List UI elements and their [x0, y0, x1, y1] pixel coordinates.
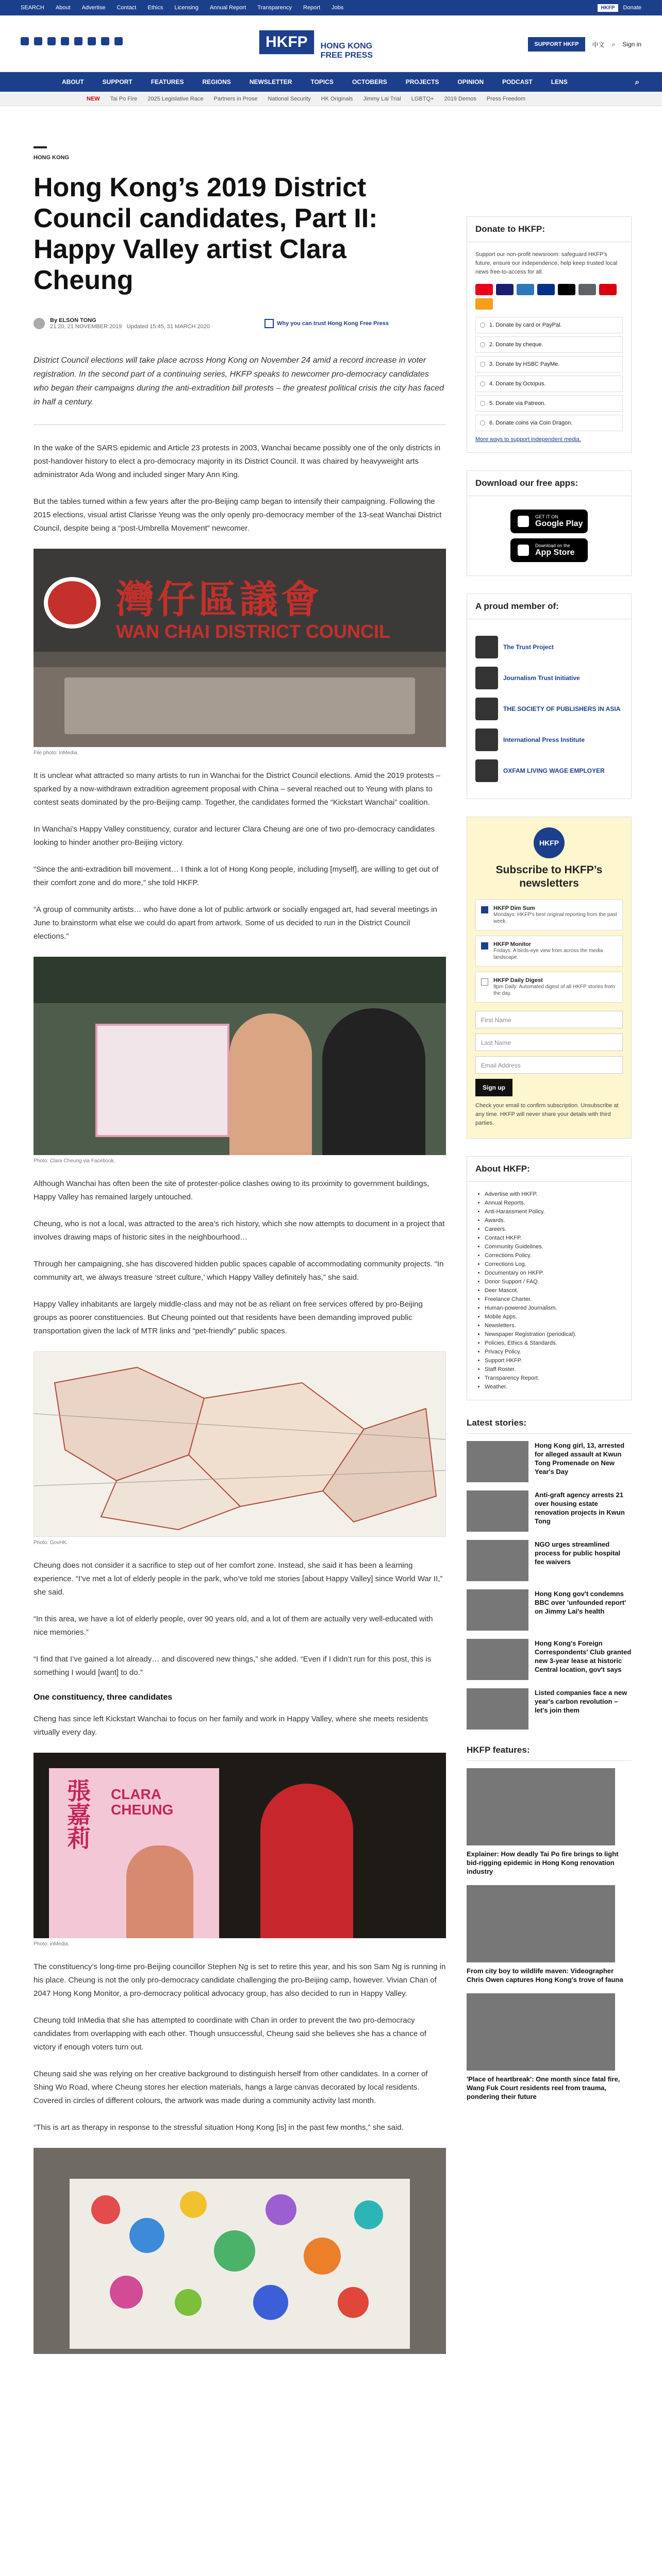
latest-stories	[467, 1418, 632, 1730]
donate-title: Donate to HKFP:	[467, 217, 631, 242]
site-logo[interactable]	[259, 30, 373, 72]
feature-title[interactable]: From city boy to wildlife maven: Videographer Chris Owen captures Hong Kong's trove of fauna	[467, 1967, 623, 1984]
feature-story[interactable]	[467, 1993, 632, 2101]
nav-item[interactable]: PODCAST	[502, 78, 533, 86]
topbar-link[interactable]: Ethics	[147, 5, 163, 11]
paragraph: In the wake of the SARS epidemic and Article 23 protests in 2003, Wanchai became possibly one of the only districts in post-handover history to elect a pro-democracy majority in its District Council. It was chaired by heavyweight arts administrator Ada Wong and included singer Mary Ann King.	[34, 444, 441, 479]
about-link[interactable]: • Annual Reports.	[485, 1199, 623, 1208]
store-small: GET IT ON	[535, 514, 558, 519]
about-link[interactable]: • Staff Roster.	[485, 1365, 623, 1374]
photo-caption: Photo: Clara Cheung via Facebook.	[34, 1158, 115, 1164]
donate-option-label: 2. Donate by cheque.	[489, 342, 543, 348]
about-link[interactable]: • Freelance Charter.	[485, 1295, 623, 1304]
newsletter-option-desc: 9pm Daily: Automated digest of all HKFP stories from the day.	[493, 984, 615, 996]
newsletter-option[interactable]	[475, 972, 623, 1003]
about-link[interactable]: • Policies, Ethics & Standards.	[485, 1339, 623, 1348]
council-sign-zh: 灣仔區議會	[116, 578, 322, 622]
checkbox-icon[interactable]	[481, 978, 488, 986]
banner-name-en: CLARA CHEUNG	[111, 1786, 174, 1818]
telegram-icon[interactable]	[88, 37, 96, 45]
paragraph: “In this area, we have a lot of elderly people, over 90 years old, and a lot of them are actually very well-educated with nice memories.”	[34, 1615, 433, 1637]
radio-icon	[480, 420, 485, 426]
card-icon	[475, 298, 493, 310]
topbar-link[interactable]: About	[55, 5, 71, 11]
story-thumbnail[interactable]	[467, 1639, 528, 1680]
author-avatar	[34, 318, 45, 329]
top-utility-bar	[0, 0, 662, 15]
trust-link[interactable]: Why you can trust Hong Kong Free Press	[277, 320, 389, 327]
nav-item[interactable]: LENS	[551, 78, 568, 86]
member-icon	[475, 636, 498, 658]
photo-wan-chai-council	[34, 549, 446, 747]
banner-name-zh: 張嘉莉	[63, 1778, 91, 1850]
radio-icon	[480, 381, 485, 386]
story-title[interactable]: NGO urges streamlined process for public hospital fee waivers	[535, 1540, 621, 1566]
member-logo[interactable]	[475, 728, 623, 751]
topbar-link[interactable]: Advertise	[81, 5, 106, 11]
about-link[interactable]: • Newspaper Registration (periodical).	[485, 1330, 623, 1339]
photo-caption: Photo: inMedia.	[34, 1941, 70, 1947]
paragraph: It is unclear what attracted so many artists to run in Wanchai for the District Council elections. Amid the 2019 protests – sparked by a now-withdrawn extradition agreement proposal with China – several reached out to Yeung with plans to contest seats dominated by the pro-Beijing camp. Together, the candidates formed the “Kickstart Wanchai” coalition.	[34, 771, 440, 807]
trending-link[interactable]: Tai Po Fire	[110, 96, 138, 102]
member-name: International Press Institute	[503, 736, 585, 743]
updated-date: Updated 15:45, 31 MARCH 2020	[126, 324, 210, 330]
newsletter-option-desc: Mondays: HKFP's best original reporting from the past week.	[493, 912, 617, 924]
latest-story[interactable]	[467, 1490, 632, 1532]
newsletter-option[interactable]	[475, 936, 623, 967]
map-happy-valley	[34, 1351, 446, 1537]
apps-title: Download our free apps:	[467, 471, 631, 496]
story-thumbnail[interactable]	[467, 1441, 528, 1482]
paragraph: Cheung, who is not a local, was attracted to the area’s rich history, which she now attempts to document in a project that involves drawing maps of historic sites in the neighbourhood…	[34, 1219, 445, 1242]
latest-story[interactable]	[467, 1639, 632, 1680]
donate-box	[467, 216, 632, 453]
newsletter-option[interactable]	[475, 900, 623, 930]
store-small: Download on the	[535, 543, 570, 548]
donate-option[interactable]	[475, 415, 623, 431]
campaign-banner	[49, 1768, 219, 1938]
trending-link[interactable]: Press Freedom	[486, 96, 526, 102]
checkbox-icon[interactable]	[481, 942, 488, 950]
article-category[interactable]: HONG KONG	[34, 155, 70, 161]
latest-story[interactable]	[467, 1441, 632, 1482]
trending-link[interactable]: Partners in Prose	[213, 96, 258, 102]
language-link[interactable]: 中文	[592, 41, 605, 48]
topbar-link[interactable]: Transparency	[257, 5, 292, 11]
about-link[interactable]: • Support HKFP.	[485, 1357, 623, 1365]
logo-name-1: HONG KONG	[320, 42, 373, 50]
topbar-link[interactable]: Donate	[623, 5, 641, 11]
new-label: NEW	[87, 96, 100, 102]
nav-item[interactable]: REGIONS	[202, 78, 231, 86]
card-icon	[537, 284, 555, 295]
about-link[interactable]: • Documentary on HKFP.	[485, 1269, 623, 1278]
feature-thumbnail[interactable]	[467, 1885, 615, 1962]
paragraph: The constituency’s long-time pro-Beijing councillor Stephen Ng is set to retire this year, and his son Sam Ng is running in his place. Cheung is not the only pro-democracy candidate challenging the pro-Beijing camp, however. Vivian Chan of 2047 Hong Kong Monitor, a pro-democracy political advocacy group, has also decided to run in Happy Valley.	[34, 1962, 446, 1998]
radio-icon	[480, 323, 485, 328]
donate-option-label: 5. Donate via Patreon.	[489, 400, 546, 406]
donate-option[interactable]	[475, 356, 623, 372]
paragraph: “A group of community artists… who have done a lot of public artwork or socially engaged art, had several meetings in June to brainstorm what else we could do apart from artwork. Some of us decided to run in the District Council elections.”	[34, 905, 437, 941]
x-icon[interactable]	[34, 37, 42, 45]
checkbox-icon[interactable]	[481, 906, 488, 913]
trending-link[interactable]: 2019 Demos	[444, 96, 476, 102]
feature-story[interactable]	[467, 1768, 632, 1876]
newsletter-option-title: HKFP Dim Sum	[493, 905, 535, 911]
about-link[interactable]: • Community Guidelines.	[485, 1243, 623, 1251]
apple-icon	[518, 545, 529, 556]
member-title: A proud member of:	[467, 594, 631, 619]
category-rule	[34, 146, 47, 148]
facebook-icon[interactable]	[21, 37, 29, 45]
about-link[interactable]: • Advertise with HKFP.	[485, 1190, 623, 1199]
photo-community-canvas	[34, 2148, 446, 2354]
newsletter-title: Subscribe to HKFP’s newsletters	[495, 864, 603, 889]
topbar-link[interactable]: Report	[303, 5, 321, 11]
story-title[interactable]: Listed companies face a new year's carbon revolution – let's join them	[535, 1689, 627, 1714]
store-name: Google Play	[535, 519, 583, 528]
store-name: App Store	[535, 548, 575, 557]
topbar-link[interactable]: Jobs	[332, 5, 344, 11]
latest-story[interactable]	[467, 1540, 632, 1581]
linkedin-icon[interactable]	[74, 37, 82, 45]
payment-icons	[475, 284, 623, 310]
app-store-button[interactable]	[510, 538, 588, 562]
card-icon	[578, 284, 596, 295]
hkfp-badge[interactable]: HKFP	[598, 4, 618, 12]
about-box	[467, 1156, 632, 1400]
story-thumbnail[interactable]	[467, 1540, 528, 1581]
about-link[interactable]: • Deer Mascot.	[485, 1286, 623, 1295]
paragraph: Cheng has since left Kickstart Wanchai to focus on her family and work in Happy Valley, where she meets residents virtually every day.	[34, 1715, 428, 1737]
nav-item[interactable]: ABOUT	[62, 78, 84, 86]
about-link[interactable]: • Awards.	[485, 1216, 623, 1225]
radio-icon	[480, 362, 485, 367]
nav-item[interactable]: NEWSLETTER	[249, 78, 292, 86]
nav-item[interactable]: OCTOBERS	[352, 78, 387, 86]
paragraph: “Since the anti-extradition bill movement… I think a lot of Hong Kong people, including [myself], are willing to get out of their comfort zone and do more,” she told HKFP.	[34, 865, 439, 887]
nav-search-icon[interactable]: ⌕	[635, 78, 639, 87]
sidebar	[467, 216, 632, 2110]
main-nav	[0, 72, 662, 92]
about-link[interactable]: • Newsletters.	[485, 1321, 623, 1330]
donate-option-label: 1. Donate by card or PayPal.	[489, 322, 562, 328]
search-icon[interactable]: ⌕	[611, 40, 616, 48]
member-name: THE SOCIETY OF PUBLISHERS IN ASIA	[503, 705, 621, 713]
youtube-icon[interactable]	[61, 37, 69, 45]
card-icon	[475, 284, 493, 295]
about-link[interactable]: • Privacy Policy.	[485, 1348, 623, 1357]
trending-link[interactable]: HK Originals	[321, 96, 353, 102]
story-title[interactable]: Anti-graft agency arrests 21 over housing estate renovation projects in Kwun Tong	[535, 1491, 625, 1525]
story-thumbnail[interactable]	[467, 1490, 528, 1532]
story-title[interactable]: Hong Kong gov't condemns BBC over 'unfounded report' on Jimmy Lai's health	[535, 1590, 626, 1615]
rss-icon[interactable]	[114, 37, 123, 45]
author-link[interactable]: ELSON TONG	[59, 317, 96, 324]
paragraph: Cheung said she was relying on her creative background to distinguish herself from other candidates. In a corner of Shing Wo Road, where Cheung stores her election materials, hangs a large canvas decorated by local residents. Covered in circles of different colours, the artwork was made during a community activity last month.	[34, 2070, 428, 2105]
latest-story[interactable]	[467, 1589, 632, 1631]
member-box	[467, 594, 632, 799]
photo-caption: Photo: GovHK.	[34, 1540, 68, 1546]
member-logo[interactable]	[475, 636, 623, 658]
paragraph: “This is art as therapy in response to the stressful situation Hong Kong [is] in the past few months,” she said.	[34, 2123, 404, 2132]
features-title: HKFP features:	[467, 1745, 632, 1761]
topbar-link[interactable]: Licensing	[174, 5, 198, 11]
trending-bar	[0, 92, 662, 106]
paragraph: Cheung does not consider it a sacrifice to step out of her comfort zone. Instead, she said it has been a learning experience. “I’ve met a lot of elderly people in the park, who’ve told me stories [about Happy Valley] since World War II,” she said.	[34, 1561, 443, 1597]
threads-icon[interactable]	[101, 37, 109, 45]
logo-mark: HKFP	[259, 30, 315, 55]
about-link[interactable]: • Careers.	[485, 1225, 623, 1234]
nav-item[interactable]: FEATURES	[151, 78, 184, 86]
donate-option-label: 3. Donate by HSBC PayMe.	[489, 361, 560, 367]
about-link[interactable]: • Human-powered Journalism.	[485, 1304, 623, 1313]
district-map	[34, 1352, 446, 1537]
newsletter-note: Check your email to confirm subscription. Unsubscribe at any time. HKFP will never share your details with third parties.	[475, 1103, 619, 1126]
nav-item[interactable]: TOPICS	[310, 78, 334, 86]
member-logo[interactable]	[475, 698, 623, 720]
paragraph: Through her campaigning, she has discovered hidden public spaces capable of accommodating community projects. “In community art, we always treasure ‘street culture,’ which Happy Valley definitely has,” she said.	[34, 1260, 444, 1282]
google-play-button[interactable]	[510, 510, 588, 533]
member-name: OXFAM LIVING WAGE EMPLOYER	[503, 767, 605, 774]
article-lead: District Council elections will take place across Hong Kong on November 24 amid a record increase in voter registration. In the second part of a continuing series, HKFP speaks to newcomer pro-democracy candidates who began their campaigns during the anti-extradition bill protests – the greatest political crisis the city has faced in half a century.	[34, 356, 444, 406]
newsletter-box	[467, 817, 632, 1139]
article-title: Hong Kong’s 2019 District Council candidates, Part II: Happy Valley artist Clara Cheung	[34, 173, 378, 295]
member-icon	[475, 698, 498, 720]
site-header	[0, 15, 662, 72]
feature-title[interactable]: Explainer: How deadly Tai Po fire brings to light bid-rigging epidemic in Hong Kong renovation industry	[467, 1850, 619, 1875]
about-link[interactable]: • Transparency Report.	[485, 1374, 623, 1383]
about-link[interactable]: • Mobile Apps.	[485, 1313, 623, 1321]
social-icons	[21, 37, 123, 45]
trending-link[interactable]: 2025 Legislative Race	[147, 96, 204, 102]
publish-date: 21:20, 21 NOVEMBER 2019	[50, 324, 122, 330]
newsletter-option-desc: Fridays: A birds-eye view from across the media landscape.	[493, 948, 603, 960]
sign-in-link[interactable]: Sign in	[622, 41, 641, 48]
card-icon	[517, 284, 534, 295]
feature-title[interactable]: 'Place of heartbreak': One month since fatal fire, Wang Fuk Court residents reel from trauma, pondering their future	[467, 2075, 620, 2100]
photo-clara-cheung-speech	[34, 1753, 446, 1938]
about-title: About HKFP:	[467, 1157, 631, 1182]
photo-caption: File photo: inMedia.	[34, 750, 79, 756]
google-play-icon	[518, 516, 529, 527]
about-link[interactable]: • Anti-Harassment Policy.	[485, 1208, 623, 1216]
about-link[interactable]: • Corrections Policy.	[485, 1251, 623, 1260]
topbar-link[interactable]: Annual Report	[209, 5, 246, 11]
nav-item[interactable]: PROJECTS	[405, 78, 439, 86]
newsletter-option-title: HKFP Daily Digest	[493, 977, 543, 984]
canvas-circles	[34, 2148, 446, 2354]
donate-option[interactable]	[475, 395, 623, 412]
about-link[interactable]: • Donor Support / FAQ.	[485, 1278, 623, 1286]
first-name-input[interactable]: First Name	[475, 1011, 623, 1028]
latest-story[interactable]	[467, 1688, 632, 1730]
card-icon	[599, 284, 617, 295]
donate-more-link[interactable]: More ways to support independent media.	[475, 436, 581, 443]
last-name-input[interactable]: Last Name	[475, 1033, 623, 1051]
member-logo[interactable]	[475, 759, 623, 782]
nav-item[interactable]: OPINION	[457, 78, 484, 86]
donate-text: Support our non-profit newsroom: safeguard HKFP's future, ensure our independence, help keep trusted local news free-to-access for all.	[475, 251, 618, 275]
email-input[interactable]: Email Address	[475, 1056, 623, 1074]
donate-option[interactable]	[475, 376, 623, 392]
features-list	[467, 1745, 632, 2101]
card-icon	[558, 284, 575, 295]
member-logo[interactable]	[475, 667, 623, 689]
logo-name-2: FREE PRESS	[320, 51, 373, 60]
story-thumbnail[interactable]	[467, 1589, 528, 1631]
member-icon	[475, 667, 498, 689]
paragraph: Cheung told InMedia that she has attempted to coordinate with Chan in order to prevent the two pro-democracy candidates from overlapping with each other. Though unsuccessful, Cheung said she believes she has a chance of victory if enough voters turn out.	[34, 2016, 426, 2052]
council-emblem	[44, 577, 101, 629]
feature-story[interactable]	[467, 1885, 632, 1984]
member-icon	[475, 759, 498, 782]
newsletter-logo: HKFP	[534, 827, 565, 858]
latest-title: Latest stories:	[467, 1418, 632, 1434]
article	[34, 124, 446, 2354]
trending-link[interactable]: LGBTQ+	[411, 96, 434, 102]
donate-option[interactable]	[475, 317, 623, 333]
paragraph: In Wanchai’s Happy Valley constituency, curator and lecturer Clara Cheung are one of two pro-democracy candidates looking to hinder another pro-Beijing victory.	[34, 825, 435, 847]
card-icon	[496, 284, 514, 295]
story-title[interactable]: Hong Kong girl, 13, arrested for alleged assault at Kwun Tong Promenade on New Year's Day	[535, 1442, 625, 1476]
photo-clara-cheung-campaign	[34, 957, 446, 1155]
about-link[interactable]: • Contact HKFP.	[485, 1234, 623, 1243]
nav-item[interactable]: SUPPORT	[102, 78, 133, 86]
paragraph: Happy Valley inhabitants are largely middle-class and may not be as reliant on free services offered by pro-Beijing groups as poorer constituencies. But Cheung pointed out that residents have been demanding improved public transportation given the lack of MTR links and “pet-friendly” public spaces.	[34, 1300, 423, 1335]
subheading: One constituency, three candidates	[34, 1693, 173, 1702]
trending-link[interactable]: National Security	[268, 96, 311, 102]
story-thumbnail[interactable]	[467, 1688, 528, 1730]
trust-icon	[264, 319, 274, 328]
topbar-link[interactable]: Contact	[117, 5, 137, 11]
member-icon	[475, 728, 498, 751]
story-title[interactable]: Hong Kong's Foreign Correspondents' Club granted new 3-year lease at historic Central location, gov't says	[535, 1639, 632, 1673]
byline: By ELSON TONG 21:20, 21 NOVEMBER 2019 Updated 15:45, 31 MARCH 2020 Why you can trust Hong Kong Free Press	[34, 317, 446, 330]
radio-icon	[480, 401, 485, 406]
signup-button[interactable]: Sign up	[475, 1079, 512, 1096]
donate-option-label: 6. Donate coins via Coin Dragon.	[489, 420, 573, 426]
member-name: Journalism Trust Initiative	[503, 674, 580, 682]
council-sign-en: WAN CHAI DISTRICT COUNCIL	[116, 621, 390, 642]
member-name: The Trust Project	[503, 643, 554, 651]
donate-option[interactable]	[475, 336, 623, 353]
newsletter-option-title: HKFP Monitor	[493, 941, 532, 947]
radio-icon	[480, 342, 485, 347]
donate-option-label: 4. Donate by Octopus.	[489, 381, 546, 387]
feature-thumbnail[interactable]	[467, 1993, 615, 2071]
paragraph: Although Wanchai has often been the site of protester-police clashes owing to its proximity to government buildings, Happy Valley has remained largely untouched.	[34, 1179, 429, 1201]
paragraph: “I find that I’ve gained a lot already… and discovered new things,” she added. “Even if I didn’t run for this post, this is something I would [want] to do.”	[34, 1655, 432, 1677]
feature-thumbnail[interactable]	[467, 1768, 615, 1845]
trending-link[interactable]: Jimmy Lai Trial	[363, 96, 401, 102]
topbar-link[interactable]: SEARCH	[21, 5, 44, 11]
about-link[interactable]: • Weather.	[485, 1383, 623, 1392]
apps-box	[467, 470, 632, 576]
instagram-icon[interactable]	[47, 37, 56, 45]
support-hkfp-button[interactable]: SUPPORT HKFP	[528, 37, 585, 52]
paragraph: But the tables turned within a few years after the pro-Beijing camp began to intensify their campaigning. Following the 2015 elections, visual artist Clarisse Yeung was the only openly pro-democracy member of the 13-seat Wanchai District Council, despite being a “post-Umbrella Movement” newcomer.	[34, 497, 442, 533]
about-link[interactable]: • Corrections Log.	[485, 1260, 623, 1269]
